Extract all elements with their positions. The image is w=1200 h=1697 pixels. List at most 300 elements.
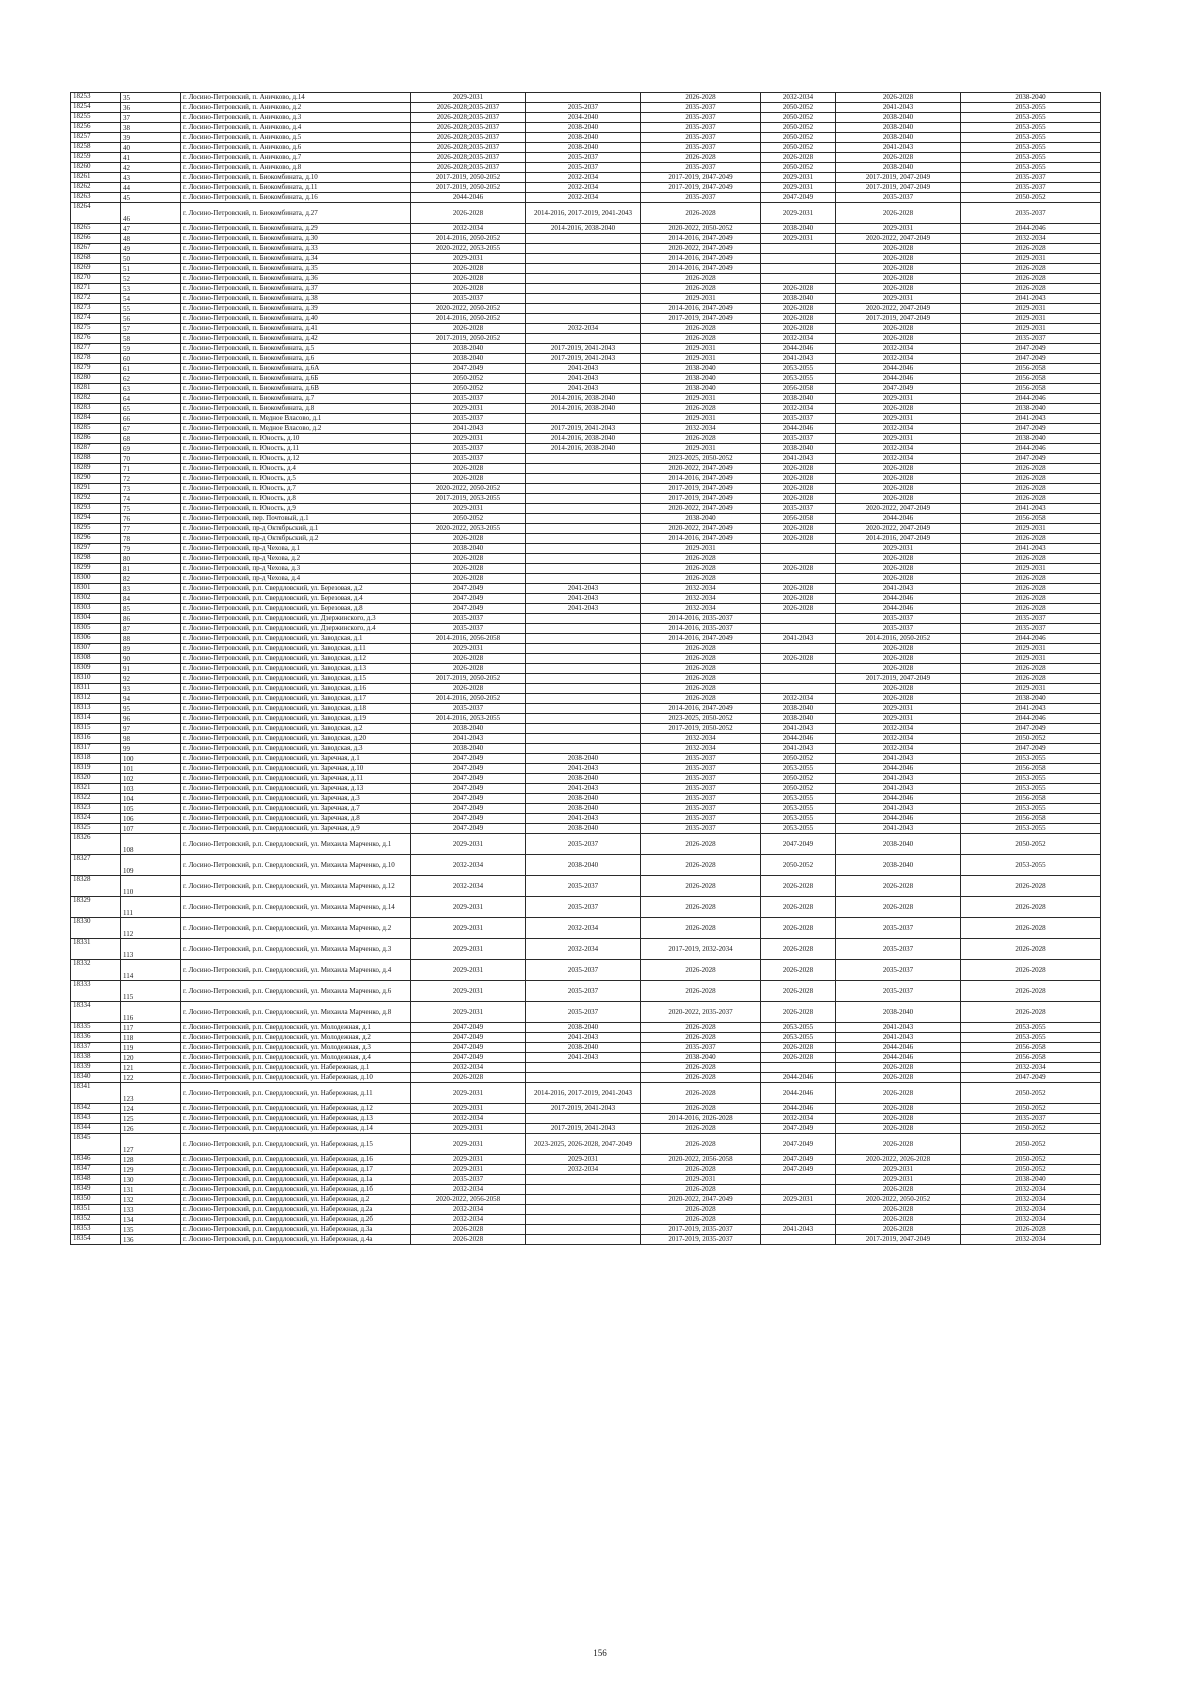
period-cell: 2047-2049: [961, 744, 1101, 754]
table-row: [71, 203, 1101, 224]
period-cell: 2035-2037: [526, 876, 641, 897]
table-row: [71, 734, 1101, 744]
period-cell: 2047-2049: [411, 594, 526, 604]
record-id-cell: 18314: [71, 714, 121, 724]
period-cell: 2041-2043: [761, 354, 836, 364]
period-cell: 2053-2055: [761, 374, 836, 384]
record-id-cell: 18317: [71, 744, 121, 754]
period-cell: 2041-2043: [761, 1225, 836, 1235]
period-cell: 2017-2019, 2035-2037: [641, 1225, 761, 1235]
period-cell: 2035-2037: [836, 981, 961, 1002]
period-cell: 2053-2055: [961, 784, 1101, 794]
period-cell: 2053-2055: [961, 103, 1101, 113]
period-cell: 2014-2016, 2056-2058: [411, 634, 526, 644]
period-cell: 2035-2037: [411, 394, 526, 404]
record-id-cell: 18307: [71, 644, 121, 654]
period-cell: 2044-2046: [761, 424, 836, 434]
row-number-cell: 92: [121, 674, 181, 684]
period-cell: 2026-2028;2035-2037: [411, 153, 526, 163]
period-cell: 2026-2028: [836, 876, 961, 897]
period-cell: 2026-2028: [641, 274, 761, 284]
table-row: [71, 614, 1101, 624]
period-cell: 2026-2028: [641, 324, 761, 334]
period-cell: 2056-2058: [961, 364, 1101, 374]
period-cell: 2026-2028: [411, 474, 526, 484]
table-row: [71, 264, 1101, 274]
period-cell: 2044-2046: [836, 1053, 961, 1063]
record-id-cell: 18282: [71, 394, 121, 404]
table-row: [71, 133, 1101, 143]
table-row: [71, 1033, 1101, 1043]
period-cell: 2035-2037: [411, 294, 526, 304]
record-id-cell: 18293: [71, 504, 121, 514]
period-cell: 2041-2043: [836, 584, 961, 594]
address-cell: г. Лосино-Петровский, р.п. Свердловский, ул. Молодежная, д.2: [181, 1033, 411, 1043]
record-id-cell: 18342: [71, 1104, 121, 1114]
record-id-cell: 18290: [71, 474, 121, 484]
period-cell: 2026-2028: [641, 1023, 761, 1033]
period-cell: 2026-2028: [641, 1134, 761, 1155]
record-id-cell: 18269: [71, 264, 121, 274]
table-row: [71, 374, 1101, 384]
period-cell: [526, 724, 641, 734]
period-cell: 2026-2028: [641, 203, 761, 224]
period-cell: 2038-2040: [526, 143, 641, 153]
period-cell: 2050-2052: [961, 1104, 1101, 1114]
address-cell: г. Лосино-Петровский, р.п. Свердловский, ул. Михаила Марченко, д.3: [181, 939, 411, 960]
period-cell: 2038-2040: [526, 774, 641, 784]
period-cell: 2026-2028: [641, 1185, 761, 1195]
address-cell: г. Лосино-Петровский, р.п. Свердловский, ул. Набережная, д.3а: [181, 1225, 411, 1235]
row-number-cell: 41: [121, 153, 181, 163]
period-cell: [526, 1195, 641, 1205]
period-cell: 2014-2016, 2038-2040: [526, 444, 641, 454]
address-cell: г. Лосино-Петровский, р.п. Свердловский, ул. Заводская, д.20: [181, 734, 411, 744]
address-cell: г. Лосино-Петровский, р.п. Свердловский, ул. Березовая, д.8: [181, 604, 411, 614]
table-row: [71, 1165, 1101, 1175]
period-cell: [526, 334, 641, 344]
period-cell: 2041-2043: [961, 294, 1101, 304]
record-id-cell: 18323: [71, 804, 121, 814]
record-id-cell: 18272: [71, 294, 121, 304]
period-cell: 2020-2022, 2047-2049: [641, 244, 761, 254]
period-cell: 2026-2028: [761, 939, 836, 960]
address-cell: г. Лосино-Петровский, р.п. Свердловский, ул. Заводская, д.11: [181, 644, 411, 654]
record-id-cell: 18340: [71, 1073, 121, 1083]
period-cell: [526, 294, 641, 304]
row-number-cell: 80: [121, 554, 181, 564]
table-row: [71, 764, 1101, 774]
period-cell: 2026-2028: [641, 284, 761, 294]
record-id-cell: 18255: [71, 113, 121, 123]
table-row: [71, 274, 1101, 284]
period-cell: 2041-2043: [526, 764, 641, 774]
row-number-cell: 130: [121, 1175, 181, 1185]
row-number-cell: 110: [121, 876, 181, 897]
period-cell: 2029-2031: [411, 1134, 526, 1155]
period-cell: 2029-2031: [761, 183, 836, 193]
period-cell: 2035-2037: [641, 774, 761, 784]
period-cell: [526, 464, 641, 474]
record-id-cell: 18257: [71, 133, 121, 143]
period-cell: 2026-2028: [761, 1053, 836, 1063]
period-cell: 2017-2019, 2041-2043: [526, 344, 641, 354]
period-cell: 2014-2016, 2047-2049: [641, 474, 761, 484]
period-cell: [761, 1215, 836, 1225]
period-cell: 2038-2040: [836, 133, 961, 143]
period-cell: 2026-2028: [836, 1215, 961, 1225]
period-cell: 2035-2037: [961, 183, 1101, 193]
period-cell: 2020-2022, 2047-2049: [641, 504, 761, 514]
period-cell: 2035-2037: [411, 414, 526, 424]
table-row: [71, 534, 1101, 544]
schedule-table: [70, 92, 1101, 1245]
period-cell: 2026-2028: [836, 334, 961, 344]
period-cell: 2026-2028: [961, 876, 1101, 897]
period-cell: 2026-2028: [641, 1124, 761, 1134]
period-cell: [526, 714, 641, 724]
record-id-cell: 18283: [71, 404, 121, 414]
period-cell: 2032-2034: [961, 1063, 1101, 1073]
address-cell: г. Лосино-Петровский, р.п. Свердловский, ул. Набережная, д.2а: [181, 1205, 411, 1215]
period-cell: 2047-2049: [761, 1124, 836, 1134]
period-cell: 2044-2046: [961, 444, 1101, 454]
period-cell: 2032-2034: [641, 744, 761, 754]
period-cell: 2035-2037: [961, 624, 1101, 634]
record-id-cell: 18311: [71, 684, 121, 694]
period-cell: 2050-2052: [761, 133, 836, 143]
period-cell: 2029-2031: [411, 834, 526, 855]
table-row: [71, 1063, 1101, 1073]
row-number-cell: 58: [121, 334, 181, 344]
table-row: [71, 814, 1101, 824]
period-cell: 2050-2052: [761, 754, 836, 764]
table-row: [71, 564, 1101, 574]
period-cell: 2032-2034: [836, 354, 961, 364]
period-cell: 2026-2028: [836, 564, 961, 574]
period-cell: 2032-2034: [961, 234, 1101, 244]
period-cell: 2020-2022, 2047-2049: [641, 1195, 761, 1205]
record-id-cell: 18302: [71, 594, 121, 604]
row-number-cell: 111: [121, 897, 181, 918]
record-id-cell: 18318: [71, 754, 121, 764]
address-cell: г. Лосино-Петровский, п. Биокомбината, д.29: [181, 224, 411, 234]
period-cell: 2044-2046: [961, 714, 1101, 724]
record-id-cell: 18263: [71, 193, 121, 203]
period-cell: 2047-2049: [961, 454, 1101, 464]
address-cell: г. Лосино-Петровский, р.п. Свердловский, ул. Молодежная, д.4: [181, 1053, 411, 1063]
period-cell: 2017-2019, 2047-2049: [836, 674, 961, 684]
period-cell: [526, 734, 641, 744]
period-cell: 2026-2028: [836, 153, 961, 163]
period-cell: 2050-2052: [961, 1134, 1101, 1155]
period-cell: 2026-2028: [836, 554, 961, 564]
period-cell: 2050-2052: [761, 103, 836, 113]
period-cell: [761, 624, 836, 634]
table-row: [71, 284, 1101, 294]
period-cell: 2035-2037: [641, 1043, 761, 1053]
period-cell: [526, 284, 641, 294]
record-id-cell: 18312: [71, 694, 121, 704]
period-cell: 2056-2058: [961, 374, 1101, 384]
record-id-cell: 18338: [71, 1053, 121, 1063]
period-cell: 2035-2037: [641, 764, 761, 774]
address-cell: г. Лосино-Петровский, п. Биокомбината, д.6: [181, 354, 411, 364]
period-cell: 2041-2043: [961, 414, 1101, 424]
record-id-cell: 18321: [71, 784, 121, 794]
record-id-cell: 18277: [71, 344, 121, 354]
row-number-cell: 109: [121, 855, 181, 876]
period-cell: 2023-2025, 2050-2052: [641, 714, 761, 724]
period-cell: 2041-2043: [836, 1023, 961, 1033]
row-number-cell: 37: [121, 113, 181, 123]
period-cell: 2023-2025, 2026-2028, 2047-2049: [526, 1134, 641, 1155]
period-cell: 2041-2043: [836, 103, 961, 113]
row-number-cell: 132: [121, 1195, 181, 1205]
period-cell: 2017-2019, 2050-2052: [411, 173, 526, 183]
period-cell: 2032-2034: [526, 1165, 641, 1175]
period-cell: 2056-2058: [761, 514, 836, 524]
row-number-cell: 59: [121, 344, 181, 354]
period-cell: 2038-2040: [761, 704, 836, 714]
period-cell: 2026-2028: [641, 876, 761, 897]
period-cell: 2035-2037: [641, 754, 761, 764]
table-row: [71, 314, 1101, 324]
period-cell: 2029-2031: [411, 981, 526, 1002]
period-cell: [526, 264, 641, 274]
table-row: [71, 244, 1101, 254]
address-cell: г. Лосино-Петровский, р.п. Свердловский, ул. Михаила Марченко, д.10: [181, 855, 411, 876]
record-id-cell: 18279: [71, 364, 121, 374]
record-id-cell: 18333: [71, 981, 121, 1002]
period-cell: 2026-2028: [411, 324, 526, 334]
period-cell: 2032-2034: [411, 1063, 526, 1073]
period-cell: 2035-2037: [641, 133, 761, 143]
period-cell: [526, 544, 641, 554]
period-cell: 2029-2031: [761, 203, 836, 224]
table-row: [71, 824, 1101, 834]
period-cell: 2026-2028: [836, 203, 961, 224]
row-number-cell: 79: [121, 544, 181, 554]
table-row: [71, 574, 1101, 584]
period-cell: 2026-2028: [761, 981, 836, 1002]
period-cell: 2026-2028: [641, 981, 761, 1002]
record-id-cell: 18349: [71, 1185, 121, 1195]
period-cell: 2035-2037: [641, 103, 761, 113]
period-cell: 2029-2031: [961, 524, 1101, 534]
period-cell: 2029-2031: [411, 1155, 526, 1165]
address-cell: г. Лосино-Петровский, р.п. Свердловский, ул. Заводская, д.17: [181, 694, 411, 704]
period-cell: [526, 564, 641, 574]
period-cell: [526, 504, 641, 514]
address-cell: г. Лосино-Петровский, р.п. Свердловский, ул. Набережная, д.1б: [181, 1185, 411, 1195]
period-cell: [526, 674, 641, 684]
period-cell: 2026-2028: [961, 554, 1101, 564]
period-cell: 2050-2052: [761, 855, 836, 876]
period-cell: 2047-2049: [411, 364, 526, 374]
table-row: [71, 939, 1101, 960]
period-cell: 2038-2040: [961, 93, 1101, 103]
record-id-cell: 18324: [71, 814, 121, 824]
period-cell: 2032-2034: [836, 744, 961, 754]
period-cell: 2041-2043: [526, 1053, 641, 1063]
period-cell: 2041-2043: [836, 824, 961, 834]
address-cell: г. Лосино-Петровский, р.п. Свердловский, ул. Набережная, д.14: [181, 1124, 411, 1134]
period-cell: 2020-2022, 2047-2049: [641, 464, 761, 474]
record-id-cell: 18352: [71, 1215, 121, 1225]
period-cell: 2026-2028: [641, 93, 761, 103]
row-number-cell: 127: [121, 1134, 181, 1155]
period-cell: 2047-2049: [761, 1165, 836, 1175]
period-cell: 2029-2031: [761, 1195, 836, 1205]
table-row: [71, 123, 1101, 133]
period-cell: 2026-2028: [961, 1225, 1101, 1235]
period-cell: 2047-2049: [411, 1053, 526, 1063]
period-cell: 2053-2055: [961, 163, 1101, 173]
address-cell: г. Лосино-Петровский, р.п. Свердловский, ул. Заводская, д.12: [181, 654, 411, 664]
period-cell: 2032-2034: [411, 1205, 526, 1215]
table-row: [71, 234, 1101, 244]
period-cell: 2026-2028: [411, 264, 526, 274]
row-number-cell: 66: [121, 414, 181, 424]
table-row: [71, 634, 1101, 644]
period-cell: 2026-2028: [961, 464, 1101, 474]
address-cell: г. Лосино-Петровский, п. Биокомбината, д.35: [181, 264, 411, 274]
period-cell: 2026-2028: [761, 304, 836, 314]
period-cell: [526, 1225, 641, 1235]
record-id-cell: 18262: [71, 183, 121, 193]
period-cell: 2041-2043: [526, 1033, 641, 1043]
period-cell: 2035-2037: [836, 939, 961, 960]
period-cell: 2014-2016, 2053-2055: [411, 714, 526, 724]
address-cell: г. Лосино-Петровский, п. Юность, д.5: [181, 474, 411, 484]
period-cell: 2026-2028: [411, 664, 526, 674]
period-cell: 2038-2040: [961, 1175, 1101, 1185]
period-cell: 2026-2028;2035-2037: [411, 163, 526, 173]
table-row: [71, 1205, 1101, 1215]
period-cell: 2041-2043: [836, 804, 961, 814]
address-cell: г. Лосино-Петровский, п. Аничково, д.5: [181, 133, 411, 143]
period-cell: 2047-2049: [836, 384, 961, 394]
period-cell: 2029-2031: [411, 1165, 526, 1175]
period-cell: 2044-2046: [761, 1083, 836, 1104]
period-cell: 2014-2016, 2047-2049: [641, 704, 761, 714]
period-cell: 2032-2034: [761, 1114, 836, 1124]
period-cell: 2026-2028: [641, 674, 761, 684]
table-row: [71, 524, 1101, 534]
address-cell: г. Лосино-Петровский, р.п. Свердловский, ул. Заводская, д.2: [181, 724, 411, 734]
period-cell: 2038-2040: [836, 834, 961, 855]
record-id-cell: 18327: [71, 855, 121, 876]
period-cell: [526, 1215, 641, 1225]
period-cell: 2050-2052: [961, 1155, 1101, 1165]
record-id-cell: 18344: [71, 1124, 121, 1134]
period-cell: 2050-2052: [961, 1083, 1101, 1104]
period-cell: 2053-2055: [761, 804, 836, 814]
period-cell: 2014-2016, 2050-2052: [836, 634, 961, 644]
period-cell: 2029-2031: [961, 564, 1101, 574]
period-cell: [526, 534, 641, 544]
row-number-cell: 78: [121, 534, 181, 544]
table-row: [71, 103, 1101, 113]
period-cell: 2029-2031: [836, 434, 961, 444]
period-cell: 2056-2058: [961, 1043, 1101, 1053]
period-cell: 2026-2028: [961, 494, 1101, 504]
table-row: [71, 1195, 1101, 1205]
period-cell: 2014-2016, 2047-2049: [641, 304, 761, 314]
period-cell: 2047-2049: [961, 424, 1101, 434]
period-cell: 2032-2034: [836, 424, 961, 434]
record-id-cell: 18306: [71, 634, 121, 644]
period-cell: [526, 1205, 641, 1215]
address-cell: г. Лосино-Петровский, п. Биокомбината, д.8: [181, 404, 411, 414]
period-cell: 2038-2040: [526, 804, 641, 814]
period-cell: 2014-2016, 2026-2028: [641, 1114, 761, 1124]
record-id-cell: 18304: [71, 614, 121, 624]
record-id-cell: 18350: [71, 1195, 121, 1205]
period-cell: 2026-2028: [641, 574, 761, 584]
period-cell: [526, 1175, 641, 1185]
period-cell: 2029-2031: [411, 897, 526, 918]
address-cell: г. Лосино-Петровский, р.п. Свердловский, ул. Набережная, д.1а: [181, 1175, 411, 1185]
record-id-cell: 18292: [71, 494, 121, 504]
period-cell: 2053-2055: [761, 814, 836, 824]
period-cell: 2038-2040: [761, 394, 836, 404]
row-number-cell: 48: [121, 234, 181, 244]
period-cell: 2050-2052: [961, 1124, 1101, 1134]
row-number-cell: 68: [121, 434, 181, 444]
record-id-cell: 18299: [71, 564, 121, 574]
period-cell: 2047-2049: [961, 724, 1101, 734]
row-number-cell: 54: [121, 294, 181, 304]
row-number-cell: 119: [121, 1043, 181, 1053]
record-id-cell: 18343: [71, 1114, 121, 1124]
period-cell: 2026-2028: [761, 153, 836, 163]
period-cell: 2038-2040: [526, 855, 641, 876]
period-cell: [526, 1185, 641, 1195]
address-cell: г. Лосино-Петровский, п. Аничково, д.8: [181, 163, 411, 173]
table-row: [71, 744, 1101, 754]
row-number-cell: 36: [121, 103, 181, 113]
period-cell: [526, 744, 641, 754]
row-number-cell: 91: [121, 664, 181, 674]
period-cell: 2035-2037: [836, 614, 961, 624]
address-cell: г. Лосино-Петровский, пр-д Чехова, д.4: [181, 574, 411, 584]
period-cell: 2017-2019, 2053-2055: [411, 494, 526, 504]
period-cell: 2029-2031: [836, 1165, 961, 1175]
record-id-cell: 18331: [71, 939, 121, 960]
address-cell: г. Лосино-Петровский, п. Биокомбината, д.6А: [181, 364, 411, 374]
period-cell: 2038-2040: [526, 133, 641, 143]
period-cell: [526, 644, 641, 654]
period-cell: 2038-2040: [961, 404, 1101, 414]
period-cell: 2026-2028: [961, 594, 1101, 604]
table-row: [71, 960, 1101, 981]
row-number-cell: 121: [121, 1063, 181, 1073]
address-cell: г. Лосино-Петровский, р.п. Свердловский, ул. Михаила Марченко, д.4: [181, 960, 411, 981]
period-cell: 2017-2019, 2041-2043: [526, 1104, 641, 1114]
row-number-cell: 113: [121, 939, 181, 960]
period-cell: 2038-2040: [526, 123, 641, 133]
period-cell: 2035-2037: [526, 163, 641, 173]
table-row: [71, 1215, 1101, 1225]
period-cell: 2026-2028: [411, 1235, 526, 1245]
table-row: [71, 644, 1101, 654]
address-cell: г. Лосино-Петровский, р.п. Свердловский, ул. Михаила Марченко, д.6: [181, 981, 411, 1002]
table-row: [71, 918, 1101, 939]
address-cell: г. Лосино-Петровский, р.п. Свердловский, ул. Набережная, д.16: [181, 1155, 411, 1165]
row-number-cell: 72: [121, 474, 181, 484]
